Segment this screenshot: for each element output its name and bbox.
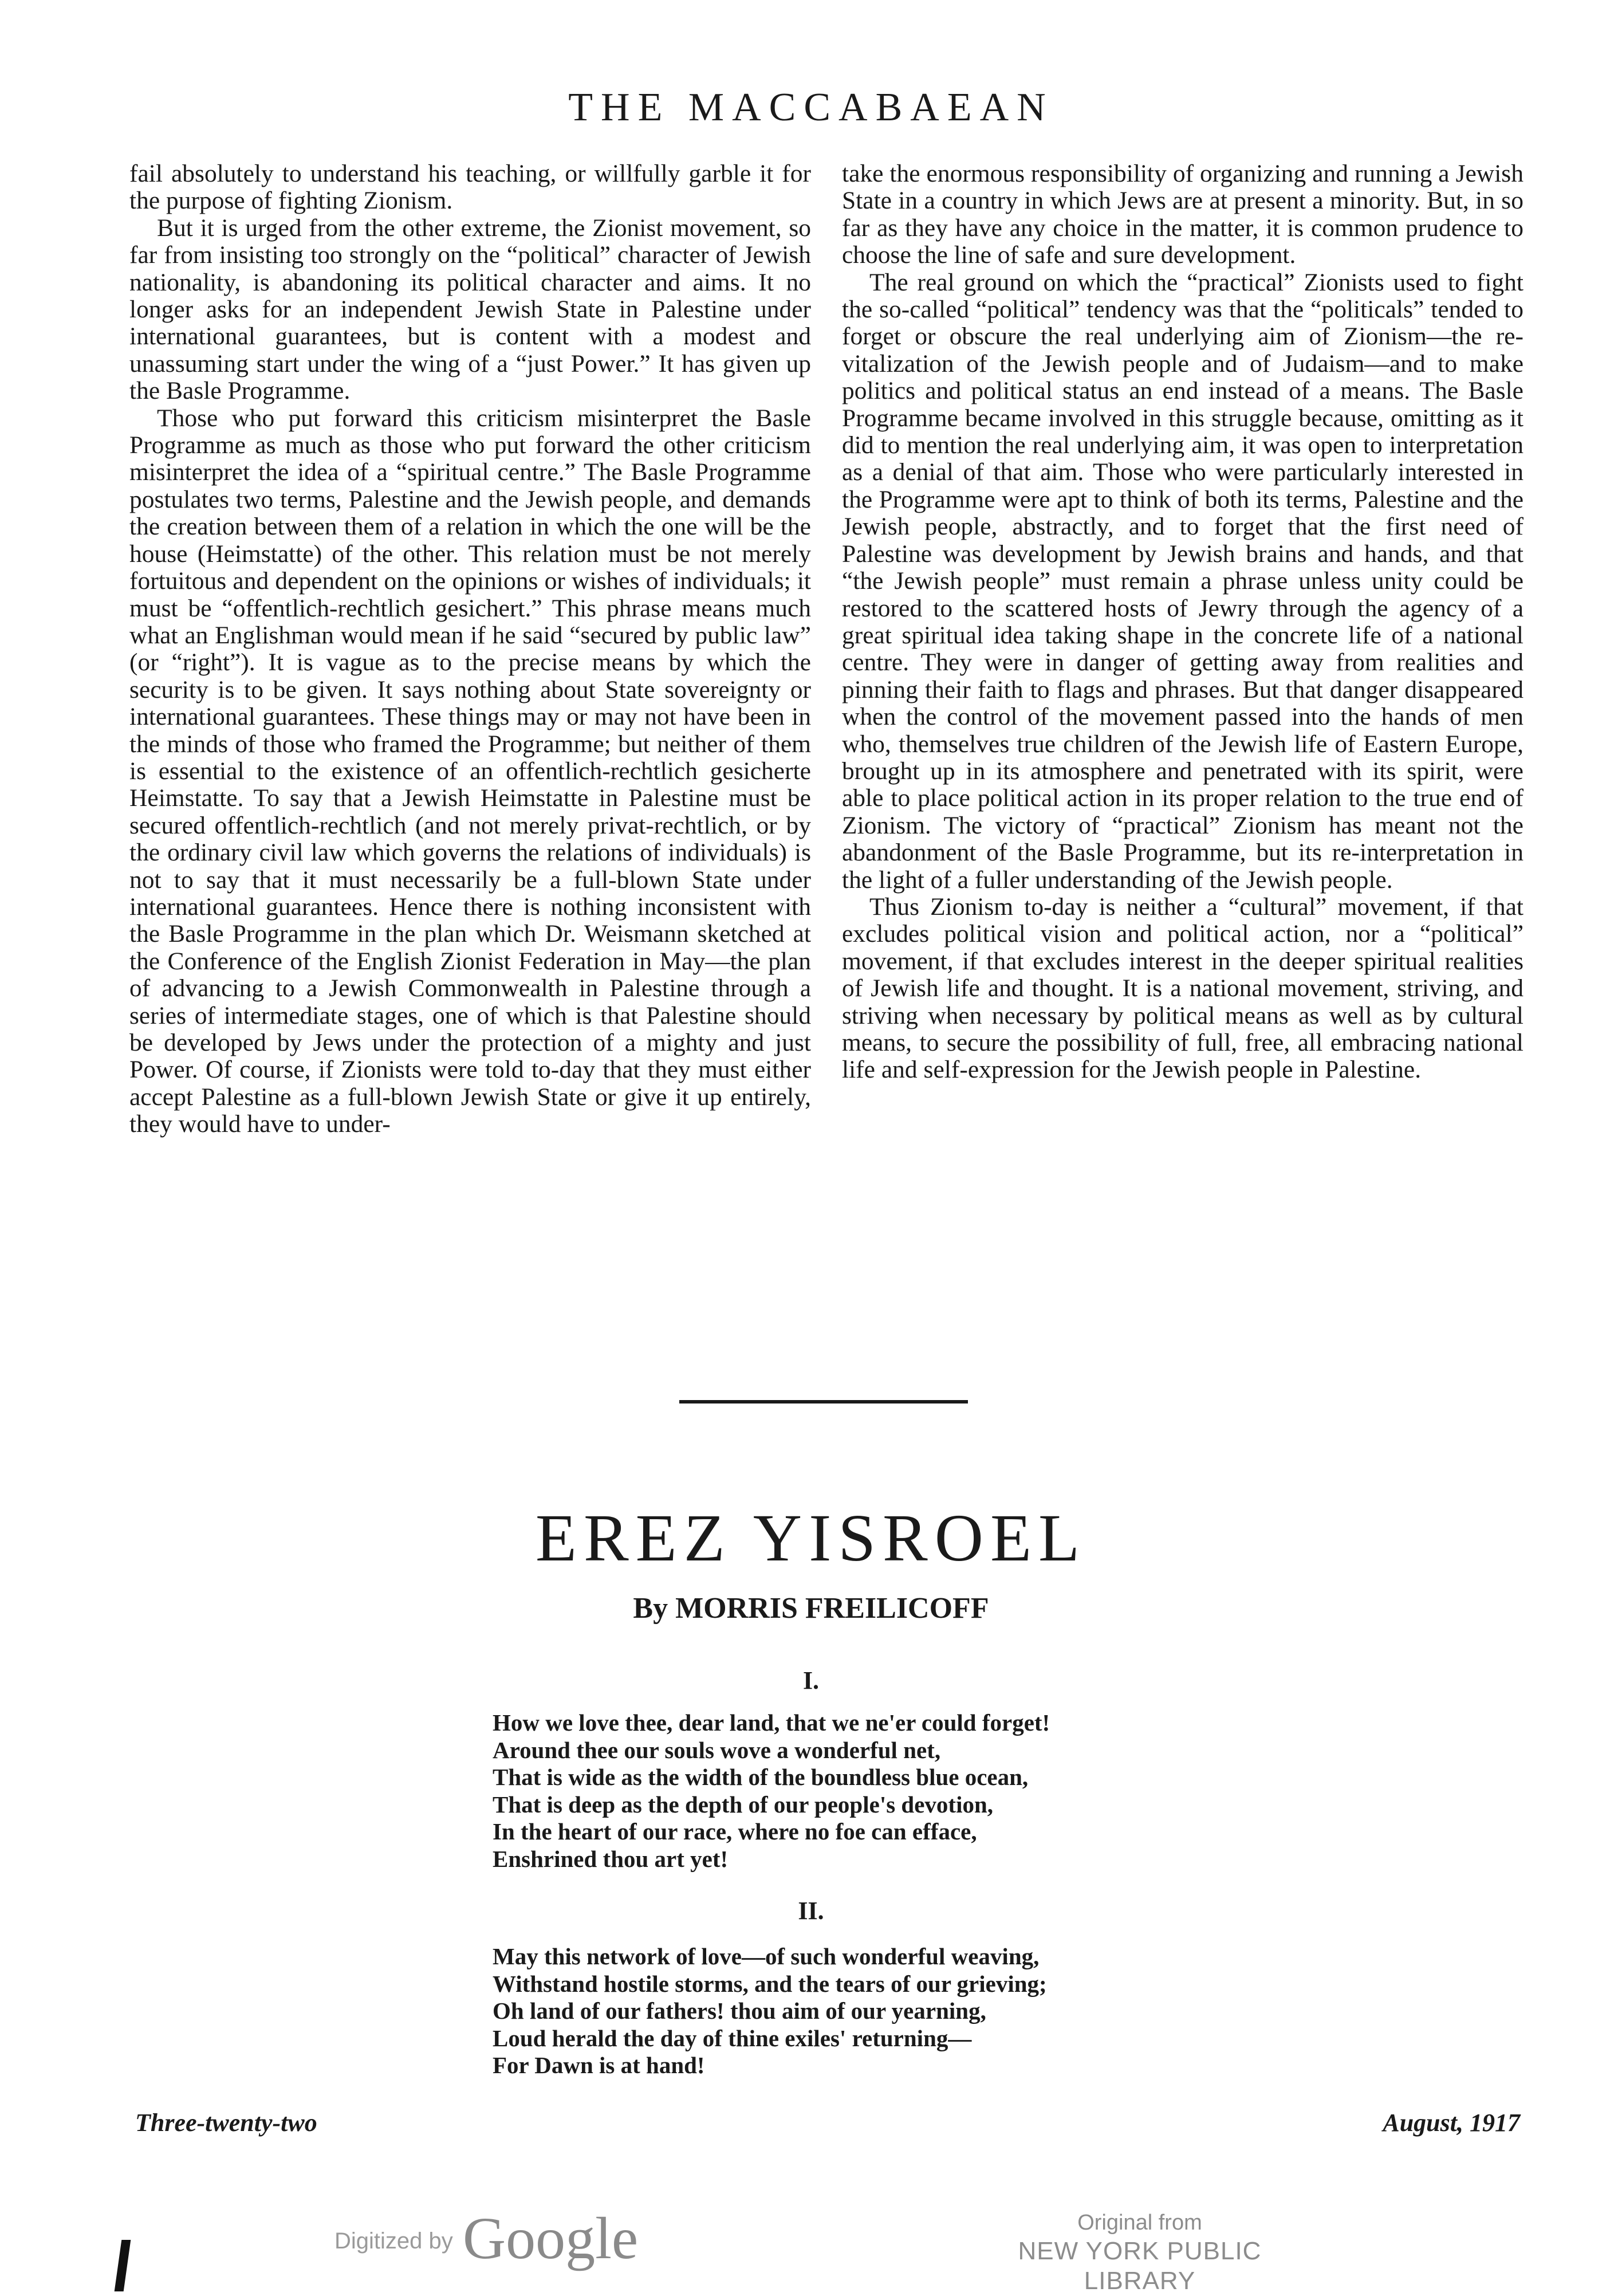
- library-name: NEW YORK PUBLIC LIBRARY: [1018, 2237, 1262, 2295]
- masthead: THE MACCABAEAN: [568, 85, 1054, 129]
- poem-line: Oh land of our fathers! thou aim of our yearning,: [493, 1998, 986, 2024]
- poem-line: In the heart of our race, where no foe can efface,: [493, 1818, 977, 1845]
- original-from-label: Original from: [1077, 2211, 1202, 2235]
- poem-title: EREZ YISROEL: [535, 1500, 1087, 1575]
- article-paragraph: take the enormous responsibility of organizing and running a Jewish State in a country in which Jews are at present a minority. But, in so far as they have any choice in the matter, it is common prudence to choose the line of safe and sure development.: [842, 160, 1523, 269]
- stanza-number: II.: [798, 1897, 824, 1925]
- poem-byline: By MORRIS FREILICOFF: [633, 1592, 989, 1625]
- page-label: Three-twenty-two: [135, 2109, 317, 2137]
- poem-line: May this network of love—of such wonderful weaving,: [493, 1943, 1040, 1969]
- poem-stanza: [493, 1943, 1352, 2079]
- article-paragraph: The real ground on which the “practical” Zionists used to fight the so-called “political” tendency was that the “politicals” tended to forget or obscure the real underlying aim of Zionism—the re-vitalization of the Jewish people and of Judaism—and to make politics and political status an end instead of a means. The Basle Programme became involved in this struggle because, omitting as it did to mention the real underlying aim, it was open to interpretation as a denial of that aim. Those who were particularly interested in the Programme were apt to think of both its terms, Palestine and the Jewish people, abstractly, and to forget that the first need of Palestine was development by Jewish brains and hands, and that “the Jewish people” must remain a phrase unless unity could be restored to the scattered hosts of Jewry through the agency of a great spiritual idea taking shape in the concrete life of a national centre. They were in danger of getting away from realities and pinning their faith to flags and phrases. But that danger disappeared when the control of the movement passed into the hands of men who, themselves true children of the Jewish life of Eastern Europe, brought up in its atmosphere and penetrated with its spirit, were able to place political action in its proper relation to the true end of Zionism. The victory of “practical” Zionism has meant not the abandonment of the Basle Programme, but its re-interpretation in the light of a fuller understanding of the Jewish people.: [842, 268, 1523, 894]
- article-paragraph: Those who put forward this criticism misinterpret the Basle Programme as much as those who put forward the other criticism misinterpret the idea of a “spiritual centre.” The Basle Programme postulates two terms, Palestine and the Jewish people, and demands the creation between them of a relation in which the one will be the house (Heimstatte) of the other. This relation must be not merely fortuitous and dependent on the opinions or wishes of individuals; it must be “offentlich-rechtlich gesichert.” This phrase means much what an Englishman would mean if he said “secured by public law” (or “right”). It is vague as to the precise means by which the security is to be given. It says nothing about State sovereignty or international guarantees. These things may or may not have been in the minds of those who framed the Programme; but neither of them is essential to the existence of an offentlich-rechtlich gesicherte Heimstatte. To say that a Jewish Heimstatte in Palestine must be secured offentlich-rechtlich (and not merely privat-rechtlich, or by the ordinary civil law which governs the relations of individuals) is not to say that it must necessarily be a full-blown State under international guarantees. Hence there is nothing inconsistent with the Basle Programme in the plan which Dr. Weismann sketched at the Conference of the English Zionist Federation in May—the plan of advancing to a Jewish Commonwealth in Palestine through a series of intermediate stages, one of which is that Palestine should be developed by Jews under the protection of a mighty and just Power. Of course, if Zionists were told to-day that they must either accept Palestine as a full-blown Jewish State or give it up entirely, they would have to under-: [129, 404, 811, 1138]
- article-right-column: [842, 160, 1523, 1084]
- poem-line: Loud herald the day of thine exiles' returning—: [493, 2024, 972, 2051]
- poem-line: Withstand hostile storms, and the tears of our grieving;: [493, 1970, 1047, 1997]
- article-paragraph: fail absolutely to understand his teaching, or willfully garble it for the purpose of fighting Zionism.: [129, 160, 811, 215]
- poem-line: For Dawn is at hand!: [493, 2052, 705, 2078]
- library-credit: [968, 2209, 1312, 2296]
- poem-line: Enshrined thou art yet!: [493, 1845, 729, 1872]
- poem-line: How we love thee, dear land, that we ne'er could forget!: [493, 1709, 1050, 1736]
- poem-line: Around thee our souls wove a wonderful net,: [493, 1736, 941, 1763]
- google-logo: Google: [463, 2205, 639, 2271]
- stanza-number: I.: [802, 1666, 820, 1695]
- issue-date: August, 1917: [1383, 2109, 1520, 2137]
- article-paragraph: But it is urged from the other extreme, the Zionist movement, so far from insisting too strongly on the “political” character of Jewish nationality, is abandoning its political character and aims. It no longer asks for an independent Jewish State in Palestine under international guarantees, but is content with a modest and unassuming start under the wing of a “just Power.” It has given up the Basle Programme.: [129, 214, 811, 405]
- article-paragraph: Thus Zionism to-day is neither a “cultural” movement, if that excludes political vision and political action, nor a “political” movement, if that excludes interest in the deeper spiritual realities of Jewish life and thought. It is a national movement, striving, and striving when necessary by political means as well as by cultural means, to secure the possibility of full, free, all embracing national life and self-expression for the Jewish people in Palestine.: [842, 893, 1523, 1084]
- section-divider: [679, 1400, 968, 1403]
- poem-line: That is deep as the depth of our people's devotion,: [493, 1791, 994, 1818]
- digitized-by-label: Digitized by: [334, 2228, 453, 2254]
- poem-line: That is wide as the width of the boundless blue ocean,: [493, 1764, 1029, 1790]
- poem-stanza: [493, 1709, 1352, 1873]
- article-left-column: [129, 160, 811, 1138]
- scan-artifact-mark: [115, 2240, 131, 2291]
